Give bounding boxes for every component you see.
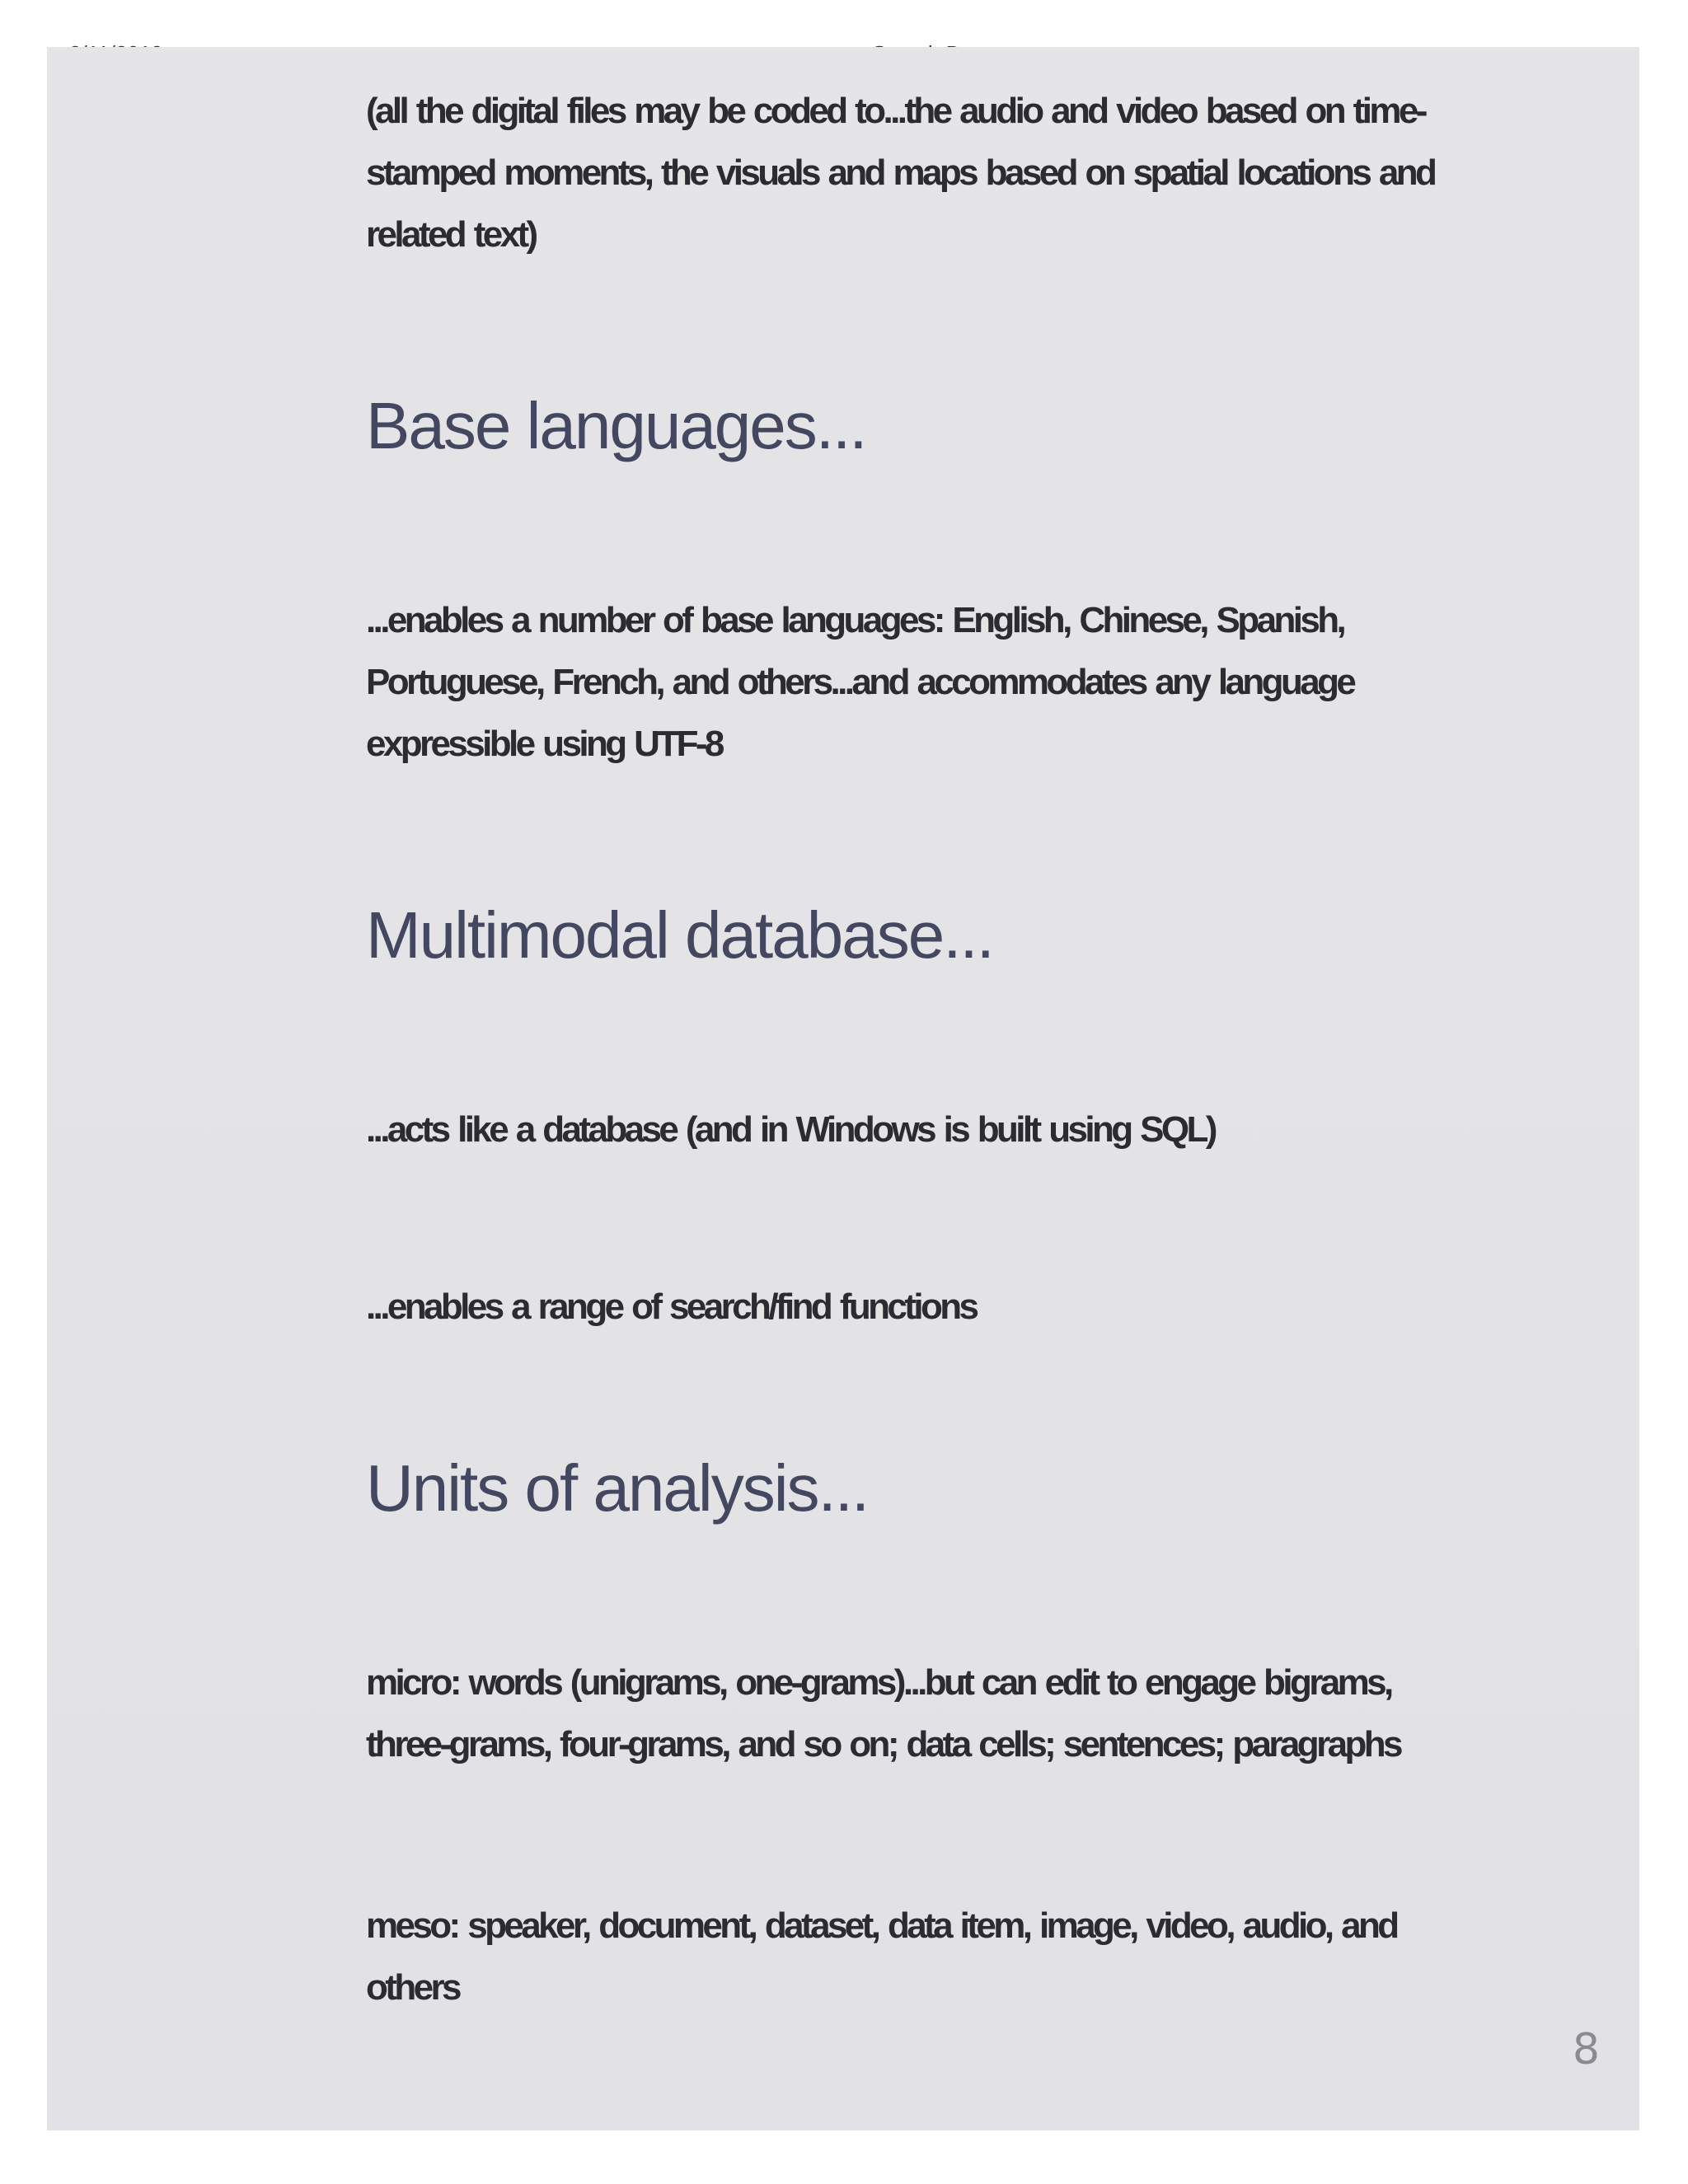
heading-multimodal-database: Multimodal database...	[366, 898, 993, 972]
intro-paragraph: (all the digital files may be coded to...the audio and video based on time-stamped moments, the visuals and maps based on spatial locations and related text)	[366, 91, 1435, 255]
slide-content	[366, 80, 1437, 2018]
multimodal-paragraph-search: ...enables a range of search/find functions	[366, 1286, 977, 1327]
units-paragraph-micro: micro: words (unigrams, one-grams)...but can edit to engage bigrams, three-grams, four-grams, and so on; data cells; sentences; paragraphs	[366, 1662, 1400, 1765]
base-languages-paragraph: ...enables a number of base languages: English, Chinese, Spanish, Portuguese, French, and others...and accommodates any language expressible using UTF-8	[366, 600, 1354, 764]
heading-units-of-analysis: Units of analysis...	[366, 1451, 869, 1525]
multimodal-paragraph-sql: ...acts like a database (and in Windows is built using SQL)	[366, 1109, 1215, 1150]
slide-page	[47, 47, 1639, 2130]
heading-base-languages: Base languages...	[366, 389, 866, 462]
units-paragraph-meso: meso: speaker, document, dataset, data item, image, video, audio, and others	[366, 1905, 1397, 2008]
page-number: 8	[1572, 2025, 1600, 2074]
